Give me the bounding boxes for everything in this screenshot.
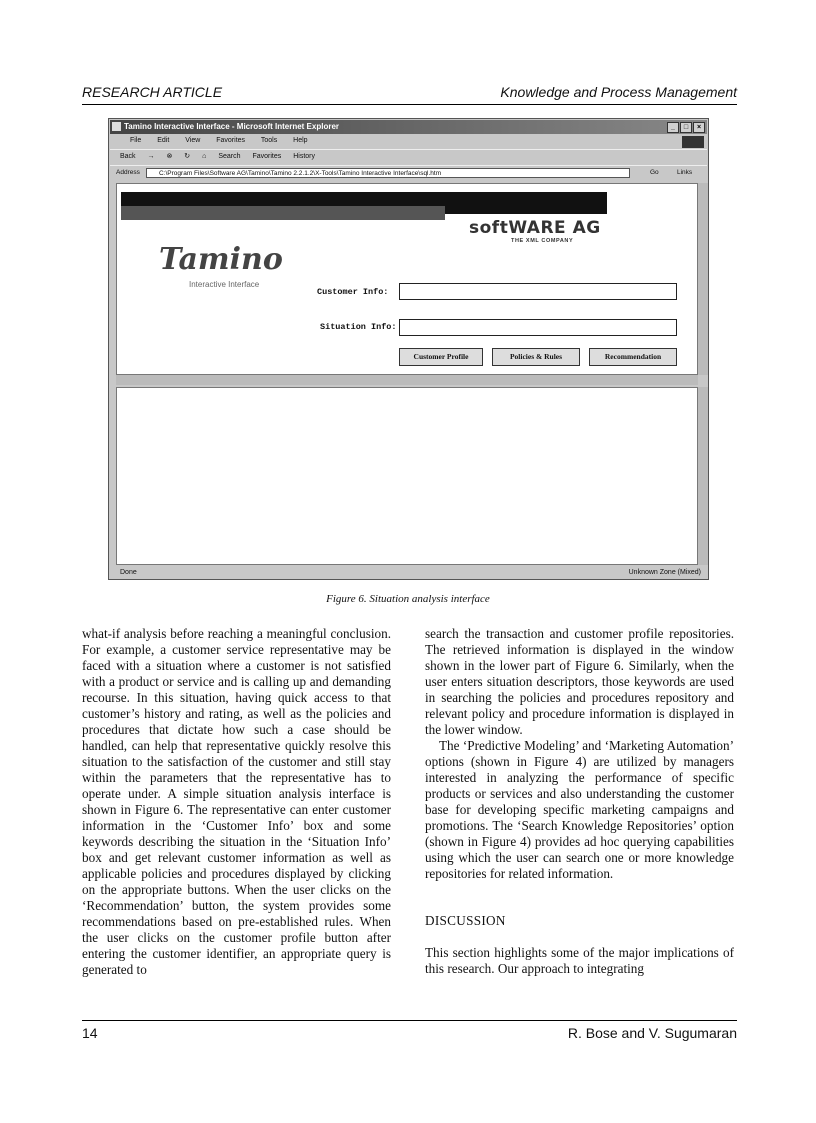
top-frame [116,183,698,375]
footer-rule [82,1020,737,1021]
forward-icon[interactable]: → [147,153,155,160]
address-input[interactable]: C:\Program Files\Software AG\Tamino\Tamino 2.2.1.2\X-Tools\Tamino Interactive Interface\sql.htm [146,168,630,178]
product-subtitle: Interactive Interface [189,280,260,289]
status-text: Done [120,569,137,576]
situation-info-input[interactable] [399,319,677,336]
customer-info-label: Customer Info: [317,287,389,297]
menu-favorites[interactable]: Favorites [216,137,246,144]
stop-icon[interactable]: ⊗ [166,153,173,160]
top-frame-hscrollbar[interactable] [116,375,698,385]
menu-view[interactable]: View [185,137,201,144]
close-icon[interactable]: × [693,122,705,133]
customer-profile-button[interactable]: Customer Profile [399,348,483,366]
maximize-icon[interactable]: □ [680,122,692,133]
header-rule [82,104,737,105]
results-frame-scrollbar[interactable] [698,387,708,565]
column-left [82,626,391,978]
vendor-tagline: THE XML COMPANY [511,238,574,244]
home-icon[interactable]: ⌂ [202,153,207,160]
running-footer [82,1025,737,1045]
status-bar [110,567,707,579]
menu-edit[interactable]: Edit [157,137,170,144]
header-left: RESEARCH ARTICLE [82,84,223,100]
window-titlebar [110,120,707,134]
windows-logo-icon [682,136,704,148]
banner-bar-grey [121,206,445,220]
product-logo: Tamino [159,242,283,277]
vendor-logo: softWARE AG [469,218,601,238]
menu-tools[interactable]: Tools [260,137,278,144]
body-paragraph: what-if analysis before reaching a meaningful conclusion. For example, a customer service representative may be faced with a situation where a customer is not satisfied with a product or service and is calling up and demanding recourse. In this situation, having quick access to that customer’s history and rating, as well as the policies and procedures that dictate how such a case should be handled, can help that representative quickly resolve this situation to the satisfaction of the customer and still stay within the parameters that the representative has to operate under. A simple situation analysis interface is shown in Figure 6. The representative can enter customer information in the ‘Customer Info’ box and some keywords describing the situation in the ‘Situation Info’ box and get relevant customer information as well as applicable policies and procedures displayed by clicking on the appropriate buttons. When the user clicks on the ‘Recommendation’ button, the system provides some recommendations based on pre-established rules. When the user clicks on the customer profile button after entering the customer identifier, an appropriate query is generated to [82,626,391,977]
situation-info-label: Situation Info: [320,322,397,332]
menu-help[interactable]: Help [293,137,308,144]
history-button[interactable]: History [293,153,315,160]
body-paragraph: search the transaction and customer profile repositories. The retrieved information is displayed in the window shown in the lower part of Figure 6. Similarly, when the user enters situation descriptors, those keywords are used in searching the policies and procedures repository and relevant policy and procedure information is displayed in the lower window. [425,626,734,737]
body-paragraph: This section highlights some of the major implications of this research. Our approach to integrating [425,945,734,976]
address-label: Address [116,169,140,176]
body-paragraph: The ‘Predictive Modeling’ and ‘Marketing Automation’ options (shown in Figure 4) are utilized by managers interested in analyzing the performance of specific products or services and also understanding the customer base for developing specific marketing campaigns and promotions. The ‘Search Knowledge Repositories’ option (shown in Figure 4) provides ad hoc querying capabilities using which the user can search one or more knowledge repositories for related information. [425,738,734,881]
back-button[interactable]: Back [120,153,136,160]
window-title: Tamino Interactive Interface - Microsoft Internet Explorer [124,122,340,131]
column-right [425,626,734,977]
figure-caption: Figure 6. Situation analysis interface [326,593,490,605]
policies-rules-button[interactable]: Policies & Rules [492,348,580,366]
refresh-icon[interactable]: ↻ [184,153,191,160]
figure-screenshot [108,118,709,580]
results-frame [116,387,698,565]
status-zone: Unknown Zone (Mixed) [628,569,701,576]
running-header [82,84,737,104]
recommendation-button[interactable]: Recommendation [589,348,677,366]
search-button[interactable]: Search [218,153,241,160]
favorites-button[interactable]: Favorites [252,153,282,160]
section-heading: DISCUSSION [425,913,506,928]
minimize-icon[interactable]: _ [667,122,679,133]
page-number: 14 [82,1025,98,1041]
menu-file[interactable]: File [130,137,142,144]
go-button[interactable]: Go [650,169,659,176]
menu-bar [110,135,707,147]
ie-icon [112,122,121,131]
customer-info-input[interactable] [399,283,677,300]
top-frame-scrollbar[interactable] [698,183,708,375]
header-right: Knowledge and Process Management [500,84,737,100]
window-buttons [667,122,705,133]
footer-authors: R. Bose and V. Sugumaran [567,1025,737,1041]
address-bar [110,165,707,179]
browser-toolbar [110,149,707,163]
links-button[interactable]: Links [677,169,693,176]
